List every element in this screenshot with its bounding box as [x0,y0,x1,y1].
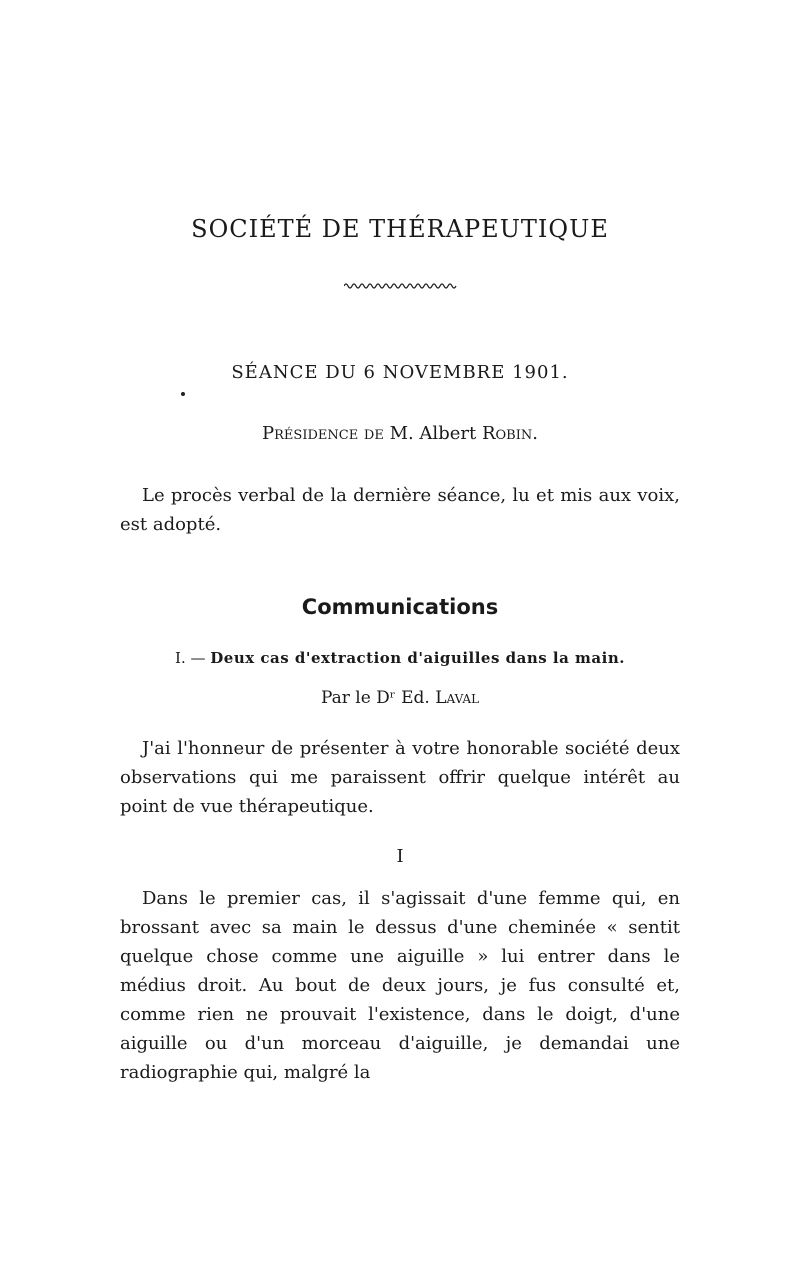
ink-dot [181,392,185,396]
president-initial: M. Albert [389,423,477,444]
author-prefix: Par le Dʳ Ed. [320,688,430,708]
president-surname: Robin [481,423,533,444]
communication-number: I. — [175,649,206,667]
author-line [0,688,800,708]
communications-heading: Communications [301,595,499,619]
society-title: SOCIÉTÉ DE THÉRAPEUTIQUE [191,215,609,243]
intro-paragraph: J'ai l'honneur de présenter à votre honorable société deux observations qui me paraissent offrir quelque intérêt au point de vue thérapeutique. [120,738,680,817]
section-numeral: I [396,846,404,867]
session-title: SÉANCE DU 6 NOVEMBRE 1901. [231,362,569,383]
minutes-paragraph: Le procès verbal de la dernière séance, lu et mis aux voix, est adopté. [120,485,680,535]
presidency-line [0,423,800,444]
presidency-suffix: . [532,423,538,444]
presidency-prefix: Présidence de [262,423,384,444]
author-surname: Laval [435,688,480,708]
wavy-rule-ornament [344,280,458,292]
case-paragraph: Dans le premier cas, il s'agissait d'une femme qui, en brossant avec sa main le dessus d'une cheminée « sentit quelque chose comme une aiguille » lui entrer dans le médius droit. Au bout de deux jours, je fus consulté et, comme rien ne prouvait l'existence, dans le doigt, d'une aiguille ou d'un morceau d'aiguille, je demandai une radiographie qui, malgré la [120,888,680,1083]
communication-subject: Deux cas d'extraction d'aiguilles dans la main. [210,649,625,667]
communication-title [120,649,680,667]
